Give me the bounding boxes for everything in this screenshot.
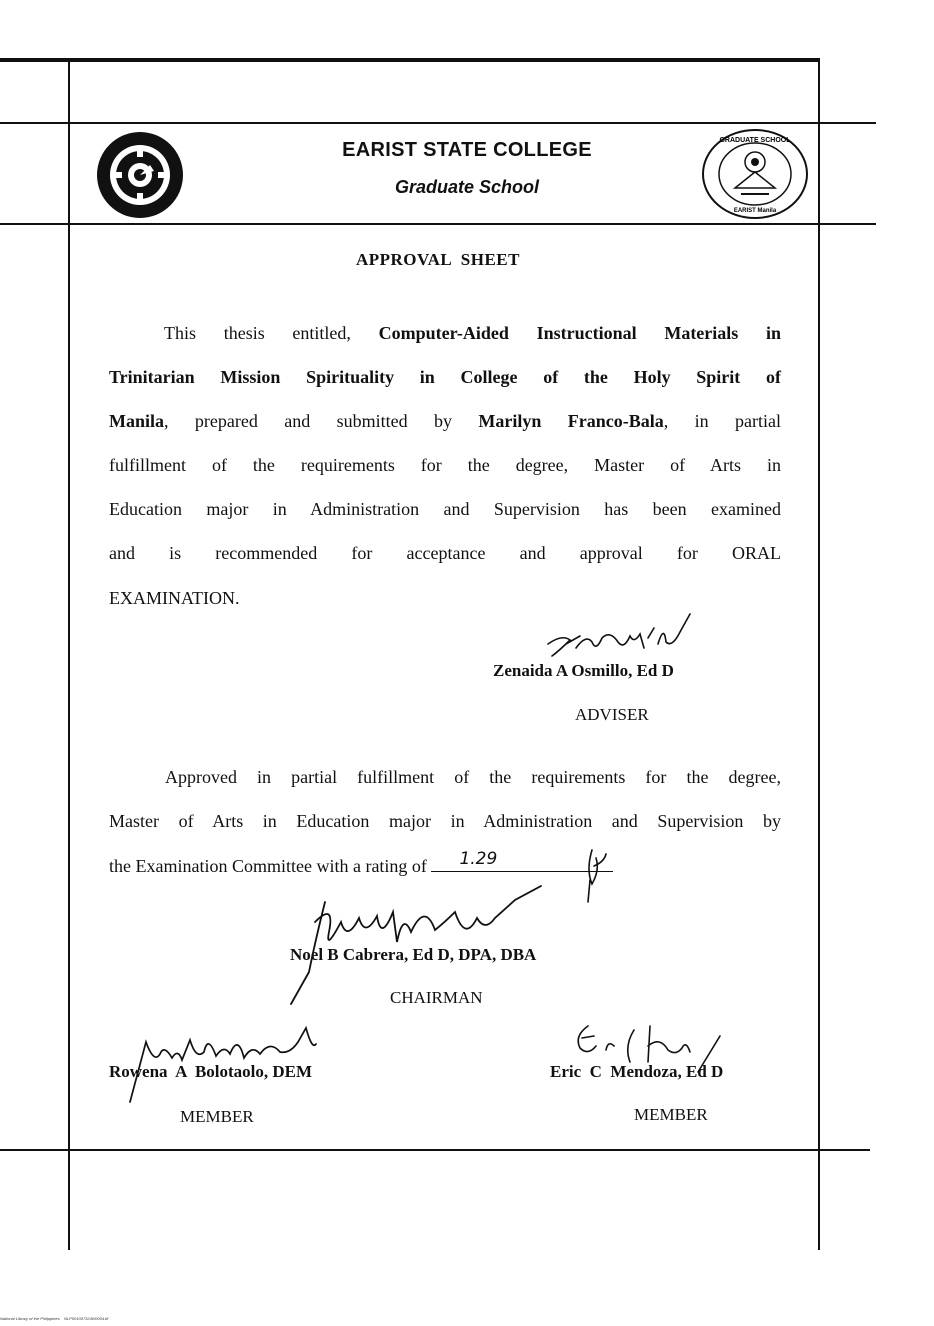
thesis-title-line3: Manila [109,411,165,431]
bottom-border-line [0,1149,870,1151]
college-name: EARIST STATE COLLEGE [342,139,592,161]
paragraph-line-4: fulfillment of the requirements for the degree, Master of Arts in [109,455,781,475]
header-bottom-line [0,223,876,225]
chairman-name: Noel B Cabrera, Ed D, DPA, DBA [290,945,537,964]
approval-line-2: Master of Arts in Education major in Administration and Supervision by [109,811,781,831]
svg-text:EARIST Manila: EARIST Manila [733,208,777,214]
left-margin-line [68,62,70,1250]
thesis-title-line2: Trinitarian Mission Spirituality in College of the Holy Spirit of [109,367,781,387]
approval-sheet-title: APPROVAL SHEET [355,250,520,269]
member1-name: Rowena A Bolotaolo, DEM [109,1062,313,1081]
footer-scan-label: National Library of the Philippines NLP0010073240/0004.tif [0,1316,109,1321]
approval-line-1: Approved in partial fulfillment of the requirements for the degree, [165,767,781,787]
adviser-role: ADVISER [575,705,649,724]
partial-text: , in partial [663,411,781,431]
author-name: Marilyn Franco-Bala [478,411,664,431]
paragraph-line-1 [164,323,781,344]
thesis-title-line1: Computer-Aided Instructional Materials in [378,323,782,343]
member2-role: MEMBER [634,1105,708,1124]
paragraph-line-6: and is recommended for acceptance and approval for ORAL [109,543,781,563]
rating-lead-text: the Examination Committee with a rating of [109,856,427,876]
paragraph-line-3 [109,411,781,432]
member1-role: MEMBER [180,1107,254,1126]
approval-line-3 [109,849,613,877]
chairman-role: CHAIRMAN [390,988,483,1007]
adviser-signature [540,604,705,664]
prepared-by-text: , prepared and submitted by [164,411,452,431]
paragraph-line-5: Education major in Administration and Supervision has been examined [109,499,781,519]
rating-value: 1.29 [459,849,498,869]
svg-text:GRADUATE SCHOOL: GRADUATE SCHOOL [719,137,791,144]
member2-name: Eric C Mendoza, Ed D [550,1062,724,1081]
school-name: Graduate School [394,177,540,197]
top-border-line [0,58,820,62]
header-top-line [0,122,876,124]
right-margin-line [818,62,820,1250]
adviser-name: Zenaida A Osmillo, Ed D [493,661,674,680]
paragraph-line-7: EXAMINATION. [109,588,240,608]
member1-signature [120,1014,330,1104]
intro-text: This thesis entitled, [164,323,351,343]
rating-initial-mark [580,840,610,906]
graduate-school-seal-logo [701,128,809,220]
